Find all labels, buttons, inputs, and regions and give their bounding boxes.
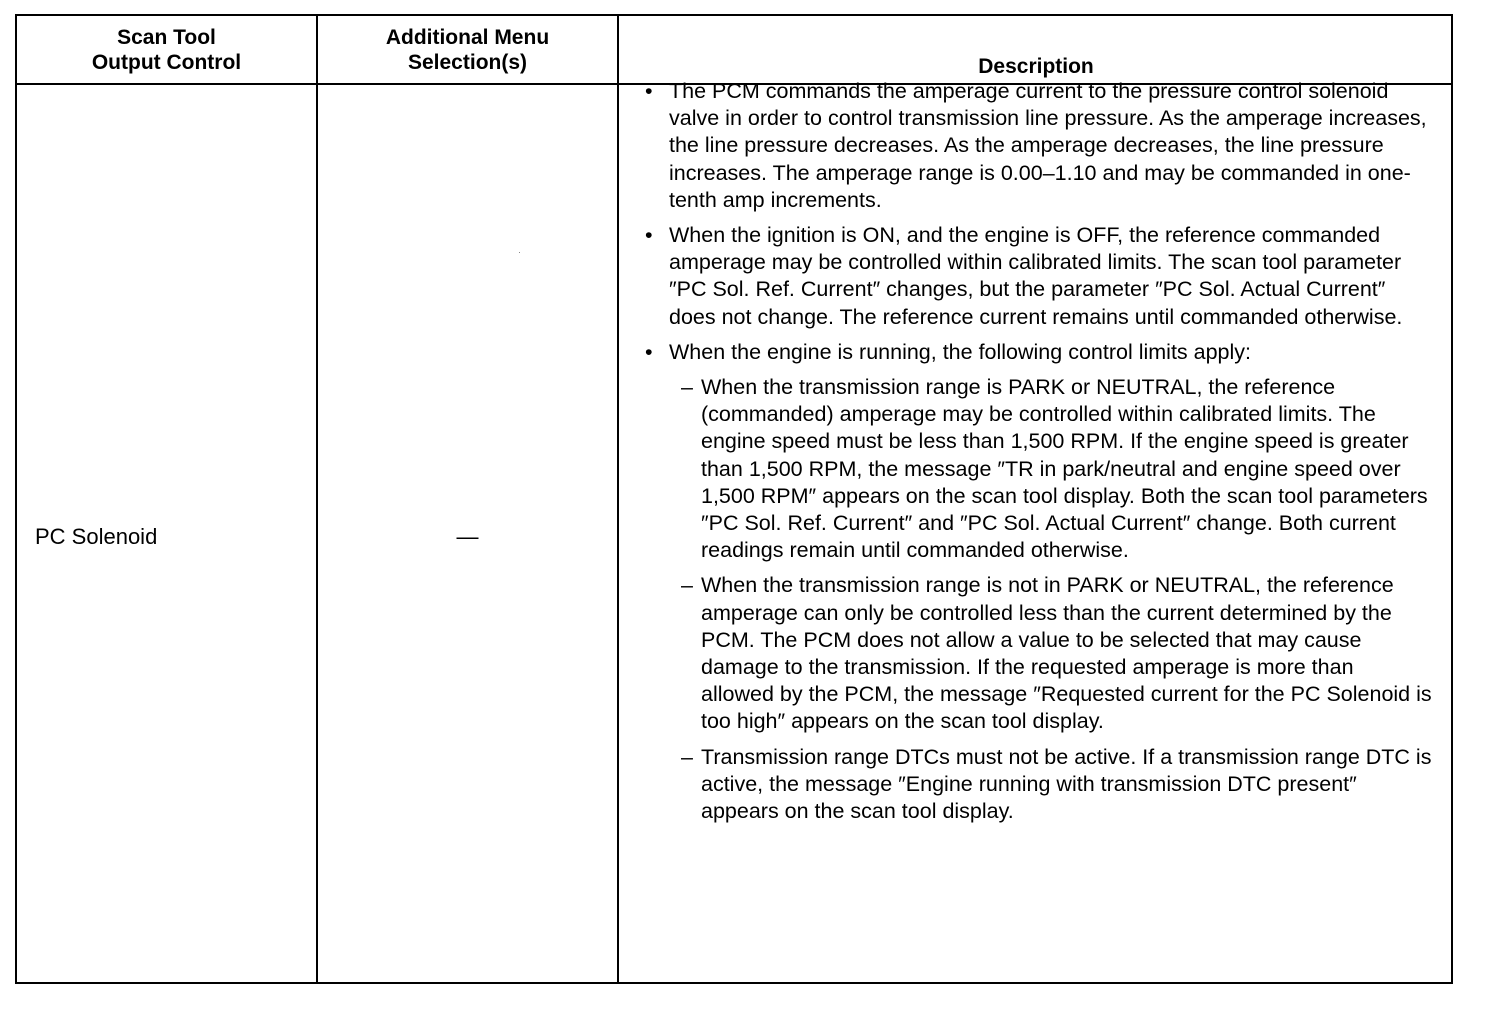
header-line: Selection(s) [407, 50, 528, 74]
column-divider [617, 16, 619, 982]
header-line: Description [978, 55, 1094, 78]
sub-item-marker: – [681, 573, 693, 598]
header-line: Scan Tool [117, 25, 216, 49]
description-sub-item [637, 572, 1432, 735]
description-sub-item [637, 744, 1432, 826]
bullet-marker: • [645, 223, 653, 248]
bullet-text: The PCM commands the amperage current to the pressure control solenoid valve in order to control transmission line pressure. As the amperage increases, the line pressure decreases. As the amperage decreases, the line pressure increases. The amperage range is 0.00–1.10 and may be commanded in one-tenth amp increments. [669, 79, 1427, 212]
bullet-marker: • [645, 339, 653, 364]
sub-item-marker: – [681, 375, 693, 400]
description-sub-item [637, 374, 1432, 564]
sub-item-text: When the transmission range is PARK or NEUTRAL, the reference (commanded) amperage may be controlled within calibrated limits. The engine speed must be less than 1,500 RPM. If the engine speed is greater than 1,500 RPM, the message ″TR in park/neutral and engine speed over 1,500 RPM″ appears on the scan tool display. Both the scan tool parameters ″PC Sol. Ref. Current″ and ″PC Sol. Actual Current″ change. Both current readings remain until commanded otherwise. [701, 375, 1428, 563]
sub-item-text: Transmission range DTCs must not be active. If a transmission range DTC is active, the message ″Engine running with transmission DTC present″ appears on the scan tool display. [701, 744, 1432, 824]
header-scan-tool-output-control [17, 16, 316, 83]
sub-item-text: When the transmission range is not in PARK or NEUTRAL, the reference amperage can only be controlled less than the current determined by the PCM. The PCM does not allow a value to be selected that may cause damage to the transmission. If the requested amperage is more than allowed by the PCM, the message ″Requested current for the PC Solenoid is too high″ appears on the scan tool display. [701, 573, 1432, 734]
output-control-name: PC Solenoid [35, 524, 158, 549]
description-bullet [637, 78, 1432, 214]
menu-selection-value: — [456, 524, 479, 549]
sub-item-marker: – [681, 744, 693, 769]
scan-speck [519, 252, 520, 253]
description-bullet [637, 339, 1432, 366]
header-additional-menu-selections [318, 16, 617, 83]
column-divider [316, 16, 318, 982]
header-line: Output Control [91, 50, 242, 74]
header-line: Additional Menu [385, 25, 550, 49]
description-cell [637, 78, 1432, 833]
bullet-text: When the ignition is ON, and the engine is OFF, the reference commanded amperage may be controlled within calibrated limits. The scan tool parameter ″PC Sol. Ref. Current″ changes, but the parameter ″PC Sol. Actual Current″ does not change. The reference current remains until commanded otherwise. [669, 223, 1403, 329]
bullet-text: When the engine is running, the following control limits apply: [669, 339, 1252, 364]
bullet-marker: • [645, 79, 653, 103]
description-bullet [637, 222, 1432, 331]
header-description [619, 16, 1453, 83]
